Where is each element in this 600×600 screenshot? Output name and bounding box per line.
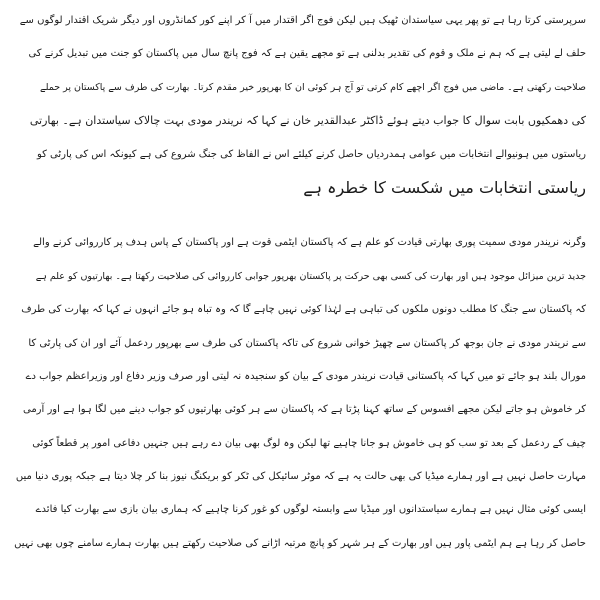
text-line: حاصل کر رہا ہے ہم ایٹمی پاور ہیں اور بھارت کے ہر شہر کو پانچ مرتبہ اڑانے کی صلاحیت رکھتے ہیں بھارت ہمارے سامنے چوں بھی نہیں <box>14 537 586 549</box>
article-paragraph-2 <box>14 226 586 560</box>
text-line: ریاستی انتخابات میں شکست کا خطرہ ہے <box>303 177 586 197</box>
article-paragraph-1 <box>14 4 586 204</box>
text-line: مورال بلند ہو جائے تو میں کہا کہ پاکستانی قیادت نریندر مودی کے بیان کو سنجیدہ نہ لیتی اور صرف وزیر دفاع اور وزیراعظم جواب دے <box>25 370 586 382</box>
text-line: ریاستوں میں ہونیوالے انتخابات میں عوامی ہمدردیاں حاصل کرنے کیلئے اس نے الفاظ کی جنگ شروع کی ہے کیونکہ اس کی پارٹی کو <box>36 148 586 160</box>
paragraph-spacer <box>14 204 586 226</box>
article-body <box>14 4 586 560</box>
text-line: حلف لے لیتی ہے کہ ہم نے ملک و قوم کی تقدیر بدلنی ہے تو مجھے یقین ہے کہ فوج پانچ سال میں پاکستان کو جنت میں تبدیل کرنے کی <box>28 48 586 60</box>
text-line: کی دھمکیوں بابت سوال کا جواب دیتے ہوئے ڈاکٹر عبدالقدیر خان نے کہا کہ نریندر مودی بہت چالاک سیاستدان ہے۔ بھارتی <box>29 114 586 128</box>
text-line: ایسی کوئی مثال نہیں ہے ہمارے سیاستدانوں اور میڈیا سے وابستہ لوگوں کو غور کرنا چاہیے کہ ہماری بیان بازی سے بھارت کیا فائدے <box>35 504 586 516</box>
text-line: کہ پاکستان سے جنگ کا مطلب دونوں ملکوں کی تباہی ہے لہٰذا کوئی نہیں چاہے گا کہ وہ تباہ ہو جائے انہوں نے کہا کہ بھارت کی طرف <box>21 304 586 316</box>
text-line: وگرنہ نریندر مودی سمیت پوری بھارتی قیادت کو علم ہے کہ پاکستان ایٹمی قوت ہے اور پاکستان کے پاس ہدف پر کارروائی کرنے والے <box>33 237 586 249</box>
text-line: سرپرستی کرتا رہا ہے تو پھر یہی سیاستدان ٹھیک ہیں لیکن فوج اگر اقتدار میں آ کر اپنے کور کمانڈروں اور دیگر شریک اقتدار لوگوں سے <box>19 15 586 26</box>
text-line: کر خاموش ہو جاتے لیکن مجھے افسوس کے ساتھ کہنا پڑتا ہے کہ پاکستان سے ہر کوئی بھارتیوں کو جواب دینے میں لگا ہوا ہے اور آرمی <box>22 404 586 416</box>
text-line: مہارت حاصل نہیں ہے اور ہمارے میڈیا کی بھی حالت یہ ہے کہ موٹر سائیکل کی ٹکر کو بریکنگ نیوز بنا کر چلا دیتا ہے جبکہ پوری دنیا میں <box>15 471 586 483</box>
text-line: سے نریندر مودی نے جان بوجھ کر پاکستان سے چھیڑ خوانی شروع کی تاکہ پاکستان کی طرف سے بھرپور ردعمل آئے اور ان کی پارٹی کا <box>28 337 586 349</box>
text-line: چیف کے ردعمل کے بعد تو سب کو ہی خاموش ہو جانا چاہیے تھا لیکن وہ لوگ بھی بیان دے رہے ہیں جنہیں دفاعی امور پر قطعاً کوئی <box>32 437 586 449</box>
text-line: جدید ترین میزائل موجود ہیں اور بھارت کی کسی بھی حرکت پر پاکستان بھرپور جوابی کارروائی کی صلاحیت رکھتا ہے۔ بھارتیوں کو علم ہے <box>35 270 586 282</box>
text-line: صلاحیت رکھتی ہے۔ ماضی میں فوج اگر اچھے کام کرتی تو آج ہر کوئی ان کا بھرپور خیر مقدم کرتا۔ بھارت کی طرف سے پاکستان پر حملے <box>40 81 586 93</box>
